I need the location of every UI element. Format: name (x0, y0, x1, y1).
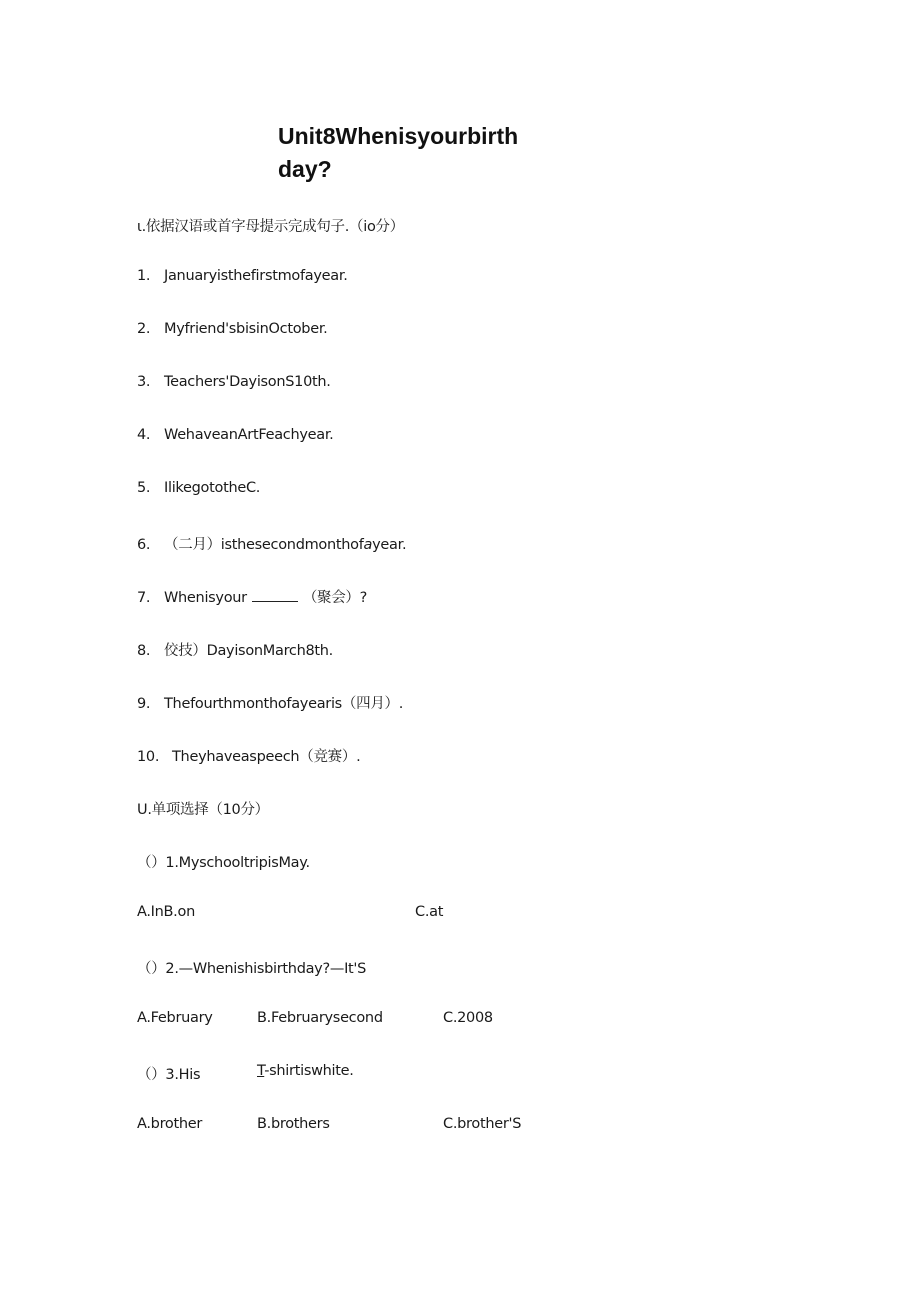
item-text: Thefourthmonthofayearis（四月）. (164, 696, 404, 712)
section2-heading: U.单项选择（10分） (137, 802, 269, 818)
item-number: 7. (137, 590, 151, 606)
q3-option-a: A.brother (137, 1116, 203, 1132)
item-number: 8. (137, 643, 151, 659)
item-number: 10. (137, 749, 160, 765)
item-text: Theyhaveaspeech（竞赛）. (172, 749, 361, 765)
q2-option-b: B.Februarysecond (257, 1010, 383, 1026)
item-text: WehaveanArtFeachyear. (164, 427, 334, 443)
q3-text-post: -shirtiswhite. (264, 1063, 354, 1079)
list-item (137, 374, 331, 390)
item-number: 4. (137, 427, 151, 443)
list-item (137, 321, 327, 337)
item-text-italic: a (363, 537, 373, 553)
item-number: 2. (137, 321, 151, 337)
item-number: 5. (137, 480, 151, 496)
item-text: Januaryisthefirstmofayear. (164, 268, 348, 284)
q1-option-c: C.at (415, 904, 444, 920)
item-number: 6. (137, 537, 151, 553)
q3-underlined: T (257, 1063, 265, 1079)
list-item (137, 745, 360, 766)
title-line-1: Unit8Whenisyourbirth (278, 123, 519, 149)
q1-option-ab: A.InB.on (137, 904, 195, 920)
question-1: （）1.MyschooltripisMay. (137, 855, 310, 871)
list-item (137, 533, 406, 554)
q3-option-b: B.brothers (257, 1116, 330, 1132)
list-item (137, 268, 348, 284)
title-line-2: day? (278, 156, 332, 182)
item-text-pre: Whenisyour (164, 590, 247, 606)
list-item (137, 639, 333, 660)
q3-option-c: C.brother'S (443, 1116, 522, 1132)
answer-blank (252, 589, 298, 602)
q2-option-a: A.February (137, 1010, 213, 1026)
question-2: （）2.—Whenishisbirthday?—It'S (137, 961, 367, 977)
item-number: 9. (137, 696, 151, 712)
item-number: 3. (137, 374, 151, 390)
list-item (137, 692, 403, 713)
item-text-pre: （二月）isthesecondmonthof (164, 537, 364, 553)
item-text: 佼技）DayisonMarch8th. (164, 643, 333, 659)
list-item (137, 586, 367, 607)
question-3 (137, 1063, 200, 1084)
q2-option-c: C.2008 (443, 1010, 493, 1026)
page-title (278, 120, 548, 186)
list-item (137, 427, 333, 443)
list-item (137, 480, 260, 496)
section1-heading: ι.依据汉语或首字母提示完成句子.（io分） (137, 219, 404, 235)
item-text: Myfriend'sbisinOctober. (164, 321, 328, 337)
item-text-post: year. (372, 537, 407, 553)
item-text: Teachers'DayisonS10th. (164, 374, 331, 390)
item-number: 1. (137, 268, 151, 284)
item-text-post: （聚会）? (302, 590, 368, 606)
question-3-rest (257, 1063, 354, 1079)
q3-text-pre: （）3.His (137, 1067, 201, 1083)
item-text: IlikegototheC. (164, 480, 261, 496)
